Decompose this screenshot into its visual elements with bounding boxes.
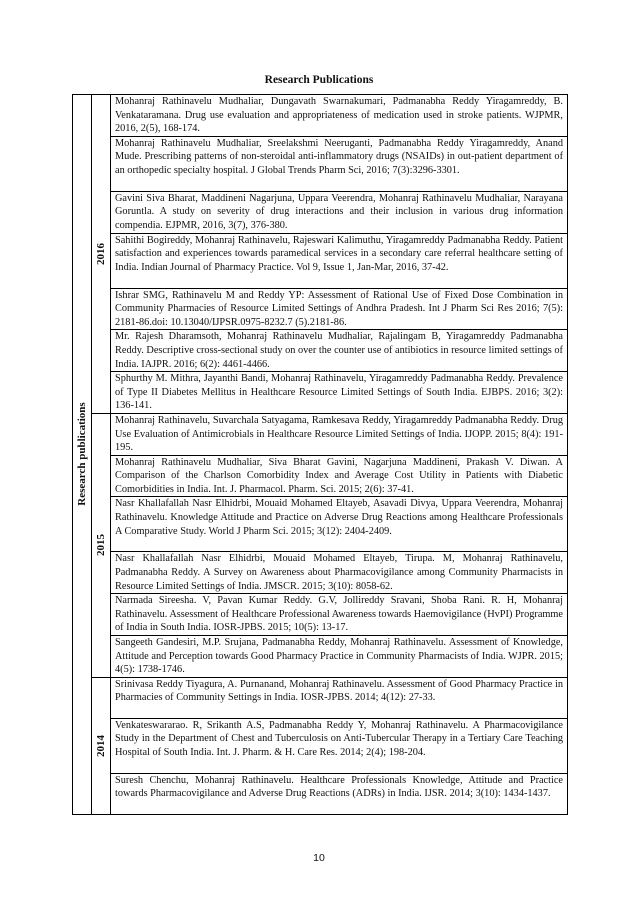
table-row	[73, 773, 568, 814]
publication-entry: Gavini Siva Bharat, Maddineni Nagarjuna, Uppara Veerendra, Mohanraj Rathinavelu Mudhaliar, Narayana Goruntla. A study on severity of drug interactions and their inclusion in various drug information compendia. EJPMR, 2016, 3(7), 376-380.	[111, 191, 568, 233]
year-label: 2014	[95, 734, 107, 757]
publication-entry: Suresh Chenchu, Mohanraj Rathinavelu. Healthcare Professionals Knowledge, Attitude and Practice towards Pharmacovigilance and Adverse Drug Reactions (ADRs) in India. IJSR. 2014; 3(10): 1434-1437.	[111, 773, 568, 814]
table-row	[73, 233, 568, 288]
page-number: 10	[313, 852, 325, 864]
table-row	[73, 455, 568, 497]
section-label: Research publications	[76, 402, 88, 507]
publication-entry: Nasr Khallafallah Nasr Elhidrbi, Mouaid Mohamed Eltayeb, Asavadi Divya, Uppara Veerendra, Mohanraj Rathinavelu. Knowledge Attitude and Practice on Adverse Drug Reactions among Healthcare Professionals A Comparative Study. World J Pharm Sci. 2015; 3(12): 2404-2409.	[111, 497, 568, 552]
publication-entry: Narmada Sireesha. V, Pavan Kumar Reddy. G.V, Jollireddy Sravani, Shoba Rani. R. H, Mohanraj Rathinavelu. Assessment of Healthcare Professional Awareness towards Haemovigilance (HvPI) Programme of India in South India. IOSR-JPBS. 2015; 10(5): 13-17.	[111, 594, 568, 636]
year-cell-2016	[92, 95, 111, 414]
publication-entry: Ishrar SMG, Rathinavelu M and Reddy YP: Assessment of Rational Use of Fixed Dose Combination in Community Pharmacies of Resource Limited Settings of Andhra Pradesh. Int J Pharm Sci Res 2016; 7(5): 2181-86.doi: 10.13040/IJPSR.0975-8232.7 (5).2181-86.	[111, 288, 568, 330]
publication-entry: Mohanraj Rathinavelu Mudhaliar, Sreelakshmi Neeruganti, Padmanabha Reddy Yiragamreddy, Anand Mude. Prescribing patterns of non-steroidal anti-inflammatory drugs (NSAIDs) in out-patient department of an orthopedic specialty hospital. J Global Trends Pharm Sci, 2016; 7(3):3296-3301.	[111, 136, 568, 191]
table-row	[73, 330, 568, 372]
publication-entry: Mr. Rajesh Dharamsoth, Mohanraj Rathinavelu Mudhaliar, Rajalingam B, Yiragamreddy Padmanabha Reddy. Descriptive cross-sectional study on over the counter use of antibiotics in resource limited settings of India. IAJPR. 2016; 6(2): 4461-4466.	[111, 330, 568, 372]
table-row	[73, 677, 568, 718]
year-cell-2015	[92, 413, 111, 677]
publication-entry: Srinivasa Reddy Tiyagura, A. Purnanand, Mohanraj Rathinavelu. Assessment of Good Pharmacy Practice in Pharmacies of Community Settings in India. IOSR-JPBS. 2014; 4(12): 27-33.	[111, 677, 568, 718]
table-row	[73, 372, 568, 414]
table-row	[73, 136, 568, 191]
table-row	[73, 497, 568, 552]
publication-entry: Mohanraj Rathinavelu Mudhaliar, Dungavath Swarnakumari, Padmanabha Reddy Yiragamreddy, B. Venkataramana. Drug use evaluation and appropriateness of medication used in stroke patients. WJPMR, 2016, 2(5), 168-174.	[111, 95, 568, 137]
table-row	[73, 288, 568, 330]
publication-entry: Mohanraj Rathinavelu Mudhaliar, Siva Bharat Gavini, Nagarjuna Maddineni, Prakash V. Diwan. A Comparison of the Charlson Comorbidity Index and Average Cost Utility in Patients with Diabetic Comorbidities in India. Int. J. Pharmacol. Pharm. Sci. 2015; 2(6): 37-41.	[111, 455, 568, 497]
publication-entry: Sphurthy M. Mithra, Jayanthi Bandi, Mohanraj Rathinavelu, Yiragamreddy Padmanabha Reddy. Prevalence of Type II Diabetes Mellitus in Healthcare Resource Limited Settings of South India. EJBPS. 2016; 3(2): 136-141.	[111, 372, 568, 414]
table-row	[73, 413, 568, 455]
publication-entry: Mohanraj Rathinavelu, Suvarchala Satyagama, Ramkesava Reddy, Yiragamreddy Padmanabha Reddy. Drug Use Evaluation of Antimicrobials in Healthcare Resource Limited Settings of India. IJOPP. 2015; 8(4): 191-195.	[111, 413, 568, 455]
table-row	[73, 95, 568, 137]
section-label-cell	[73, 95, 92, 815]
page-title: Research Publications	[264, 74, 374, 86]
publication-entry: Venkateswararao. R, Srikanth A.S, Padmanabha Reddy Y, Mohanraj Rathinavelu. A Pharmacovigilance Study in the Department of Chest and Tuberculosis on Anti-Tubercular Therapy in a Tertiary Care Teaching Hospital of South India. Int. J. Pharm. & H. Care Res. 2014; 2(4); 198-204.	[111, 718, 568, 773]
table-row	[73, 718, 568, 773]
publications-table	[72, 94, 568, 815]
publication-entry: Nasr Khallafallah Nasr Elhidrbi, Mouaid Mohamed Eltayeb, Tirupa. M, Mohanraj Rathinavelu, Padmanabha Reddy. A Survey on Awareness about Pharmacovigilance among Community Pharmacists in Resource Limited Settings of India. JMSCR. 2015; 3(10): 8058-62.	[111, 552, 568, 594]
year-label: 2015	[95, 534, 107, 557]
year-label: 2016	[95, 242, 107, 265]
table-row	[73, 594, 568, 636]
publication-entry: Sahithi Bogireddy, Mohanraj Rathinavelu, Rajeswari Kalimuthu, Yiragamreddy Padmanabha Reddy. Patient satisfaction and experiences towards paramedical services in a secondary care referral healthcare setting of India. Indian Journal of Pharmacy Practice. Vol 9, Issue 1, Jan-Mar, 2016, 37-42.	[111, 233, 568, 288]
table-row	[73, 552, 568, 594]
table-row	[73, 636, 568, 678]
year-cell-2014	[92, 677, 111, 814]
publication-entry: Sangeeth Gandesiri, M.P. Srujana, Padmanabha Reddy, Mohanraj Rathinavelu. Assessment of Knowledge, Attitude and Perception towards Good Pharmacy Practice in Community Pharmacists of India. WJPR. 2015; 4(5): 1738-1746.	[111, 636, 568, 678]
table-row	[73, 191, 568, 233]
